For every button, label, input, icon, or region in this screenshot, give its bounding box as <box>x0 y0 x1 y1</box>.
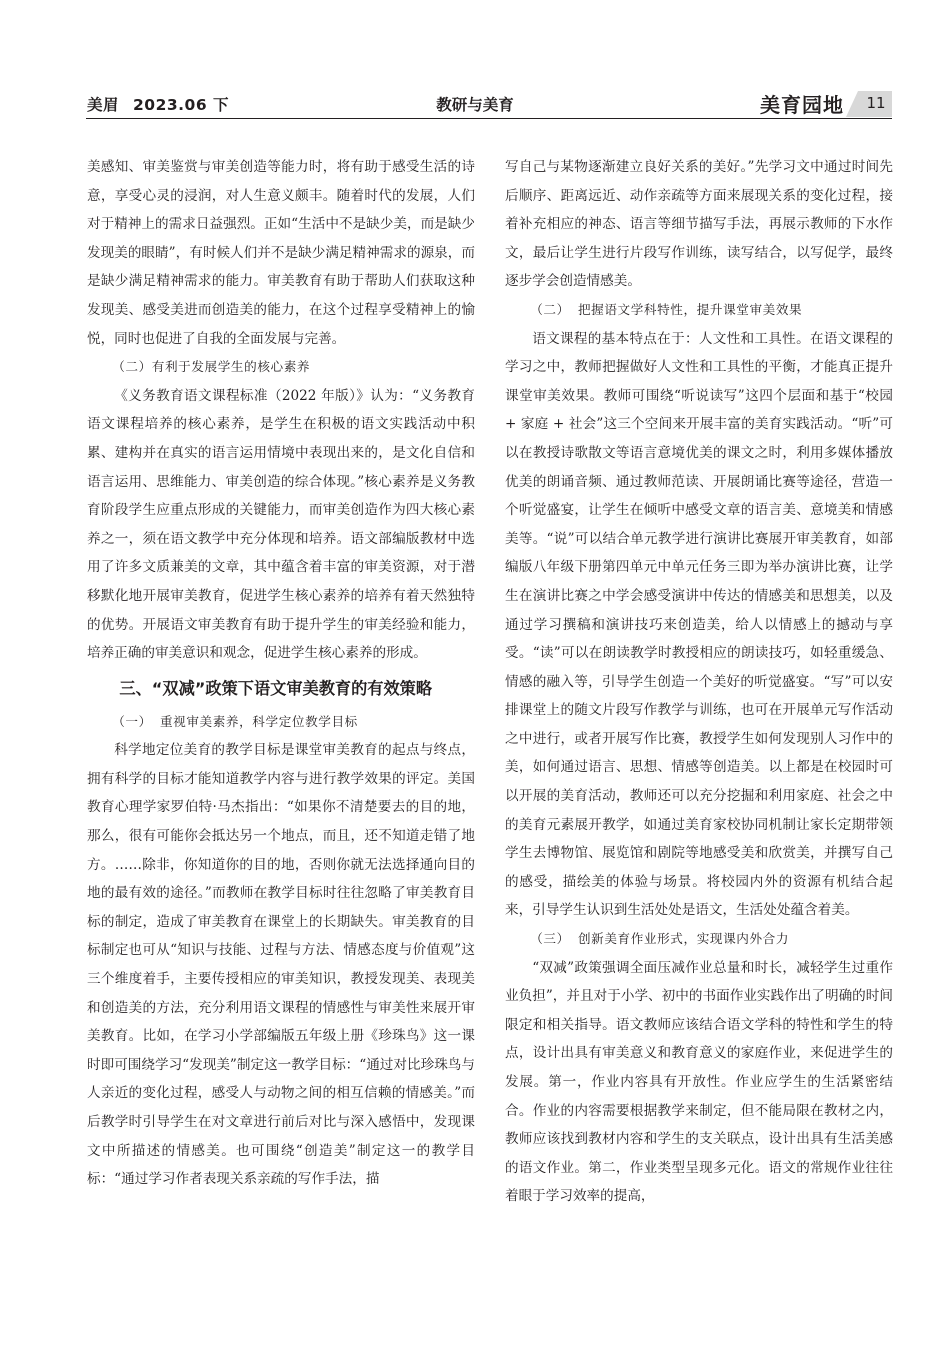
paragraph: 《义务教育语文课程标准（2022 年版）》认为：“义务教育语文课程培养的核心素养，是学生在积极的语文实践活动中积累、建构并在真实的语言运用情境中表现出来的，是文化自信和语言运用、思维能力、审美创造的综合体现。”核心素养是义务教育阶段学生应重点形成的关键能力，而审美创造作为四大核心素养之一，须在语文教学中充分体现和培养。语文部编版教材中选用了许多文质兼美的文章，其中蕴含着丰富的审美资源，对于潜移默化地开展审美教育，促进学生核心素养的培养有着天然独特的优势。开展语文审美教育有助于提升学生的审美经验和能力，培养正确的审美意识和观念，促进学生核心素养的形成。 <box>87 387 475 662</box>
section-title: 教研与美育 <box>436 96 514 114</box>
subheading: （二）有利于发展学生的核心素养 <box>112 359 311 375</box>
paragraph: 写自己与某物逐渐建立良好关系的美好。”先学习文中通过时间先后顺序、距离远近、动作亲疏等方面来展现关系的变化过程，接着补充相应的神态、语言等细节描写手法，再展示教师的下水作文，最后让学生进行片段写作训练，读写结合，以写促学，最终逐步学会创造情感美。 <box>505 159 893 290</box>
journal-abbr: 美眉 <box>87 96 120 114</box>
page-number: 11 <box>866 94 886 112</box>
paragraph: 语文课程的基本特点在于：人文性和工具性。在语文课程的学习之中，教师把握做好人文性和工具性的平衡，才能真正提升课堂审美效果。教师可围绕“听说读写”这四个层面和基于“校园 + 家庭 + 社会”这三个空间来开展丰富的美育实践活动。“听”可以在教授诗歌散文等语言意境优美的课文之时，利用多媒体播放优美的朗诵音频、通过教师范读、开展朗诵比赛等途径，营造一个听觉盛宴，让学生在倾听中感受文章的语言美、意境美和情感美等。“说”可以结合单元教学进行演讲比赛展开审美教育，如部编版八年级下册第四单元中单元任务三即为举办演讲比赛，让学生在演讲比赛之中学会感受演讲中传达的情感美和思想美，以及通过学习撰稿和演讲技巧来创造美，给人以情感上的撼动与享受。“读”可以在朗读教学时教授相应的朗读技巧，如轻重缓急、情感的融入等，引导学生创造一个美好的听觉盛宴。“写”可以安排课堂上的随文片段写作教学与训练，也可在开展单元写作活动之中进行，或者开展写作比赛，教授学生如何发现别人习作中的美，如何通过语言、思想、情感等创造美。以上都是在校园时可以开展的美育活动，教师还可以充分挖掘和利用家庭、社会之中的美育元素展开教学，如通过美育家校协同机制让家长定期带领学生去博物馆、展览馆和剧院等地感受美和欣赏美，并撰写自己的感受，描绘美的体验与场景。将校园内外的资源有机结合起来，引导学生认识到生活处处是语文，生活处处蕴含着美。 <box>505 330 893 919</box>
section-heading: 三、“双减”政策下语文审美教育的有效策略 <box>119 678 433 698</box>
subheading: （一） 重视审美素养，科学定位教学目标 <box>112 713 358 729</box>
issue-date: 2023.06 下 <box>133 96 230 114</box>
left-column <box>87 153 475 1303</box>
paragraph: 美感知、审美鉴赏与审美创造等能力时，将有助于感受生活的诗意，享受心灵的浸润，对人生意义颇丰。随着时代的发展，人们对于精神上的需求日益强烈。正如“生活中不是缺少美，而是缺少发现美的眼睛”，有时候人们并不是缺少满足精神需求的源泉，而是缺少满足精神需求的能力。审美教育有助于帮助人们获取这种发现美、感受美进而创造美的能力，在这个过程享受精神上的愉悦，同时也促进了自我的全面发展与完善。 <box>87 159 475 347</box>
subheading: （二） 把握语文学科特性，提升课堂审美效果 <box>530 301 803 317</box>
paragraph: “双减”政策强调全面压减作业总量和时长，减轻学生过重作业负担”，并且对于小学、初中的书面作业实践作出了明确的时间限定和相关指导。语文教师应该结合语文学科的特性和学生的特点，设计出具有审美意义和教育意义的家庭作业，来促进学生的发展。第一，作业内容具有开放性。作业应学生的生活紧密结合。作业的内容需要根据教学来制定，但不能局限在教材之内，教师应该找到教材内容和学生的支关联点，设计出具有生活美感的语文作业。第二，作业类型呈现多元化。语文的常规作业往往着眼于学习效率的提高， <box>505 959 893 1205</box>
subheading: （三） 创新美育作业形式，实现课内外合力 <box>530 931 790 947</box>
page-number-badge <box>846 91 892 117</box>
page-header <box>0 0 950 125</box>
header-rule <box>86 118 892 119</box>
column-title: 美育园地 <box>760 93 844 117</box>
right-column <box>505 153 893 1303</box>
paragraph: 科学地定位美育的教学目标是课堂审美教育的起点与终点，拥有科学的目标才能知道教学内容与进行教学效果的评定。美国教育心理学家罗伯特·马杰指出：“如果你不清楚要去的目的地，那么，很有可能你会抵达另一个地点，而且，还不知道走错了地方。……除非，你知道你的目的地，否则你就无法选择通向目的地的最有效的途径。”而教师在教学目标时往往忽略了审美教育目标的制定，造成了审美教育在课堂上的长期缺失。审美教育的目标制定也可从“知识与技能、过程与方法、情感态度与价值观”这三个维度着手，主要传授相应的审美知识，教授发现美、表现美和创造美的方法，充分利用语文课程的情感性与审美性来展开审美教育。比如，在学习小学部编版五年级上册《珍珠鸟》这一课时即可围绕学习“发现美”制定这一教学目标：“通过对比珍珠鸟与人亲近的变化过程，感受人与动物之间的相互信赖的情感美。”而后教学时引导学生在对文章进行前后对比与深入感悟中，发现课文中所描述的情感美。也可围绕“创造美”制定这一的教学目标：“通过学习作者表现关系亲疏的写作手法，描 <box>87 742 475 1188</box>
